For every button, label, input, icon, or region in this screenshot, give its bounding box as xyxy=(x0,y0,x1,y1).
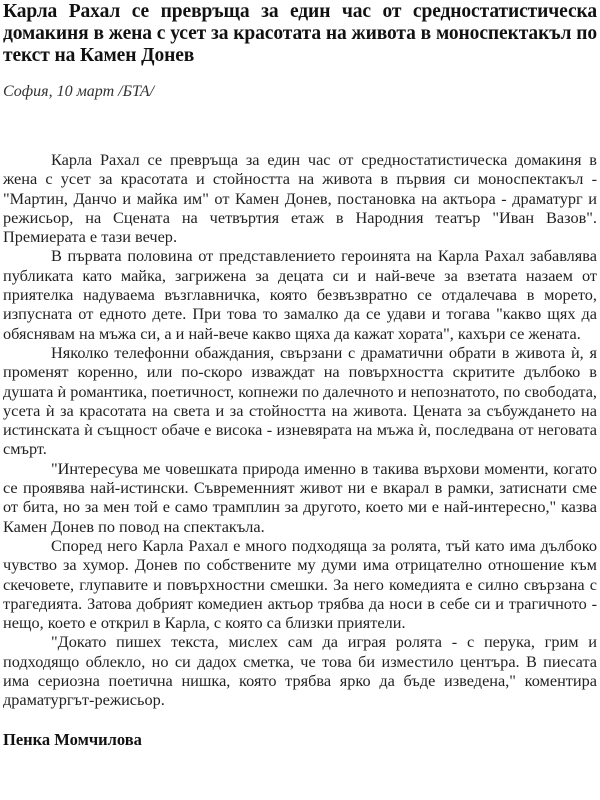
article-body xyxy=(3,150,597,710)
article-paragraph: "Интересува ме човешката природа именно в такива върхови моменти, когато се проявява най-истински. Съвременният живот ни е вкарал в рамки, затиснати сме от бита, но за мен той е само трамплин за другото, което ми е най-интересно," казва Камен Донев по повод на спектакъла. xyxy=(3,458,597,536)
article-author: Пенка Момчилова xyxy=(3,729,142,749)
article-paragraph: Според него Карла Рахал е много подходяща за ролята, тъй като има дълбоко чувство за хумор. Донев по собствените му думи има отрицателно отношение към скечовете, глупавите и повърхностни смешки. За него комедията е силно свързана с трагедията. Затова добрият комедиен актьор трябва да носи в себе си и трагичното - нещо, което е открил в Карла, с която са близки приятели. xyxy=(3,535,597,633)
article-paragraph: В първата половина от представлението героинята на Карла Рахал забавлява публиката като майка, загрижена за децата си и най-вече за взетата назаем от приятелка надуваема възглавничка, която безвъзвратно се отдалечава в морето, изпусната от едното дете. При това то замалко да се удави и тогава "какво щях да обяснявам на мъжа си, а и най-вече какво щяха да кажат хората", кахъри се жената. xyxy=(3,246,597,343)
article-dateline: София, 10 март /БТА/ xyxy=(3,83,155,100)
article-paragraph: "Докато пишех текста, мислех сам да играя ролята - с перука, грим и подходящо облекло, но си дадох сметка, че това би изместило центъра. В пиесата има сериозна поетична нишка, която трябва ярко да бъде изведена," коментира драматургът-режисьор. xyxy=(3,632,597,710)
article-paragraph: Няколко телефонни обаждания, свързани с драматични обрати в живота ѝ, я променят коренно, или по-скоро изваждат на повърхността скритите дълбоко в душата ѝ романтика, поетичност, копнежи по далечното и непознатото, по свободата, усета ѝ за красотата на света и за стойността на живота. Цената за събуждането на истинската ѝ същност обаче е висока - изневярата на мъжа ѝ, последвана от неговата смърт. xyxy=(3,342,597,459)
article-page xyxy=(3,0,597,750)
article-headline: Карла Рахал се превръща за един час от средностатистическа домакиня в жена с усет за красотата на живота в моноспектакъл по текст на Камен Донев xyxy=(3,1,597,66)
article-paragraph: Карла Рахал се превръща за един час от средностатистическа домакиня в жена с усет за красотата и стойността на живота в първия си моноспектакъл - "Мартин, Данчо и майка им" от Камен Донев, постановка на актьора - драматург и режисьор, на Сцената на четвъртия етаж в Народния театър "Иван Вазов". Премиерата е тази вечер. xyxy=(3,150,597,247)
